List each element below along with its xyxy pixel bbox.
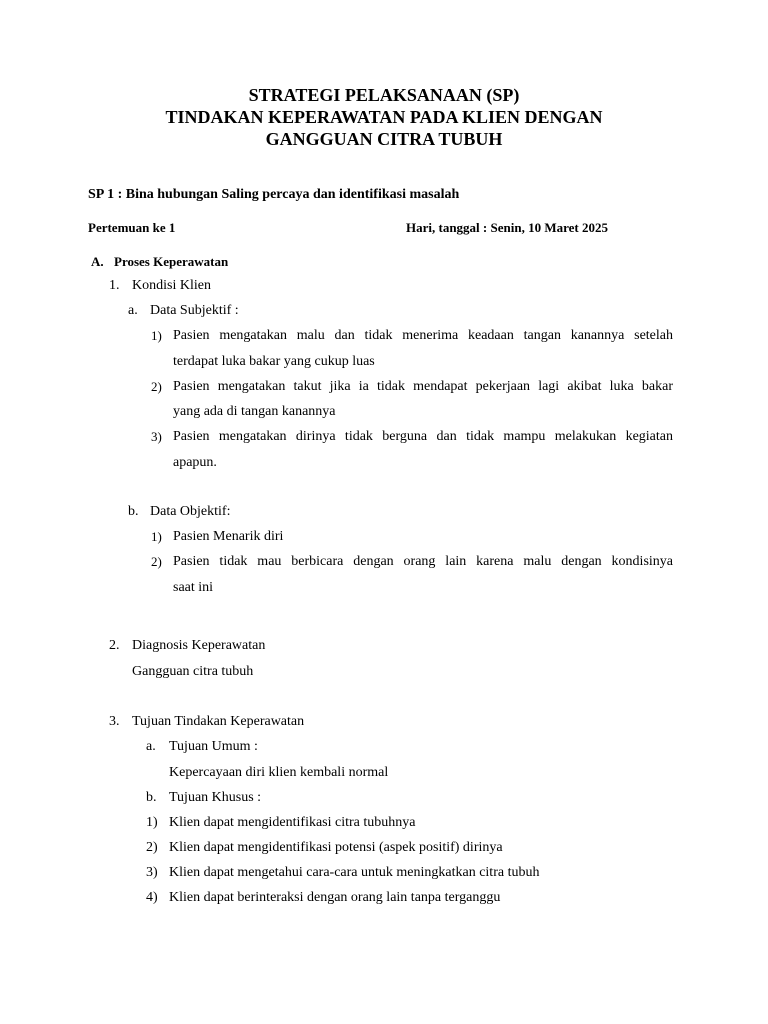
subjektif-item-text: Pasien mengatakan dirinya tidak berguna dan tidak mampu melakukan kegiatan xyxy=(173,429,673,444)
subjektif-item-text: Pasien mengatakan malu dan tidak menerima keadaan tangan kanannya setelah xyxy=(173,328,673,343)
meeting-date: Hari, tanggal : Senin, 10 Maret 2025 xyxy=(406,220,608,235)
item2-value: Gangguan citra tubuh xyxy=(132,664,254,679)
tujuan-khusus-title: Tujuan Khusus : xyxy=(169,790,262,805)
tujuan-khusus-num: 2) xyxy=(146,840,158,855)
section-a-marker: A. xyxy=(91,254,104,269)
subjektif-item-text-cont: yang ada di tangan kanannya xyxy=(173,404,336,419)
tujuan-khusus-text: Klien dapat berinteraksi dengan orang lain tanpa terganggu xyxy=(169,890,501,905)
item3-title: Tujuan Tindakan Keperawatan xyxy=(132,714,305,729)
subjektif-item-text: Pasien mengatakan takut jika ia tidak mendapat pekerjaan lagi akibat luka bakar xyxy=(173,379,673,394)
objektif-title: Data Objektif: xyxy=(150,504,231,519)
item1-marker: 1. xyxy=(109,278,120,293)
tujuan-khusus-text: Klien dapat mengidentifikasi citra tubuhnya xyxy=(169,815,416,830)
tujuan-khusus-num: 3) xyxy=(146,865,158,880)
objektif-item-num: 2) xyxy=(151,554,162,569)
objektif-marker: b. xyxy=(128,504,139,519)
meeting-label: Pertemuan ke 1 xyxy=(88,220,176,235)
tujuan-umum-title: Tujuan Umum : xyxy=(169,739,258,754)
subjektif-item-num: 2) xyxy=(151,379,162,394)
objektif-item-text: Pasien tidak mau berbicara dengan orang lain karena malu dengan kondisinya xyxy=(173,554,673,569)
section-a-title: Proses Keperawatan xyxy=(114,254,229,269)
subjektif-item-num: 1) xyxy=(151,328,162,343)
tujuan-khusus-num: 1) xyxy=(146,815,158,830)
tujuan-khusus-num: 4) xyxy=(146,890,158,905)
tujuan-umum-value: Kepercayaan diri klien kembali normal xyxy=(169,765,389,780)
subjektif-item-text-cont: terdapat luka bakar yang cukup luas xyxy=(173,354,375,369)
tujuan-umum-marker: a. xyxy=(146,739,156,754)
item2-title: Diagnosis Keperawatan xyxy=(132,638,266,653)
subjektif-marker: a. xyxy=(128,303,138,318)
subjektif-title: Data Subjektif : xyxy=(150,303,239,318)
tujuan-khusus-text: Klien dapat mengetahui cara-cara untuk meningkatkan citra tubuh xyxy=(169,865,540,880)
objektif-item-text: Pasien Menarik diri xyxy=(173,529,284,544)
subjektif-item-num: 3) xyxy=(151,429,162,444)
document-title-line3: GANGGUAN CITRA TUBUH xyxy=(265,129,503,149)
document-title-line1: STRATEGI PELAKSANAAN (SP) xyxy=(248,85,520,105)
tujuan-khusus-text: Klien dapat mengidentifikasi potensi (aspek positif) dirinya xyxy=(169,840,503,855)
objektif-item-text-cont: saat ini xyxy=(173,580,214,595)
item2-marker: 2. xyxy=(109,638,120,653)
subjektif-item-text-cont: apapun. xyxy=(173,455,217,470)
tujuan-khusus-marker: b. xyxy=(146,790,157,805)
sp-heading: SP 1 : Bina hubungan Saling percaya dan identifikasi masalah xyxy=(88,187,460,202)
item1-title: Kondisi Klien xyxy=(132,278,211,293)
item3-marker: 3. xyxy=(109,714,120,729)
document-title-line2: TINDAKAN KEPERAWATAN PADA KLIEN DENGAN xyxy=(165,107,603,127)
objektif-item-num: 1) xyxy=(151,529,162,544)
